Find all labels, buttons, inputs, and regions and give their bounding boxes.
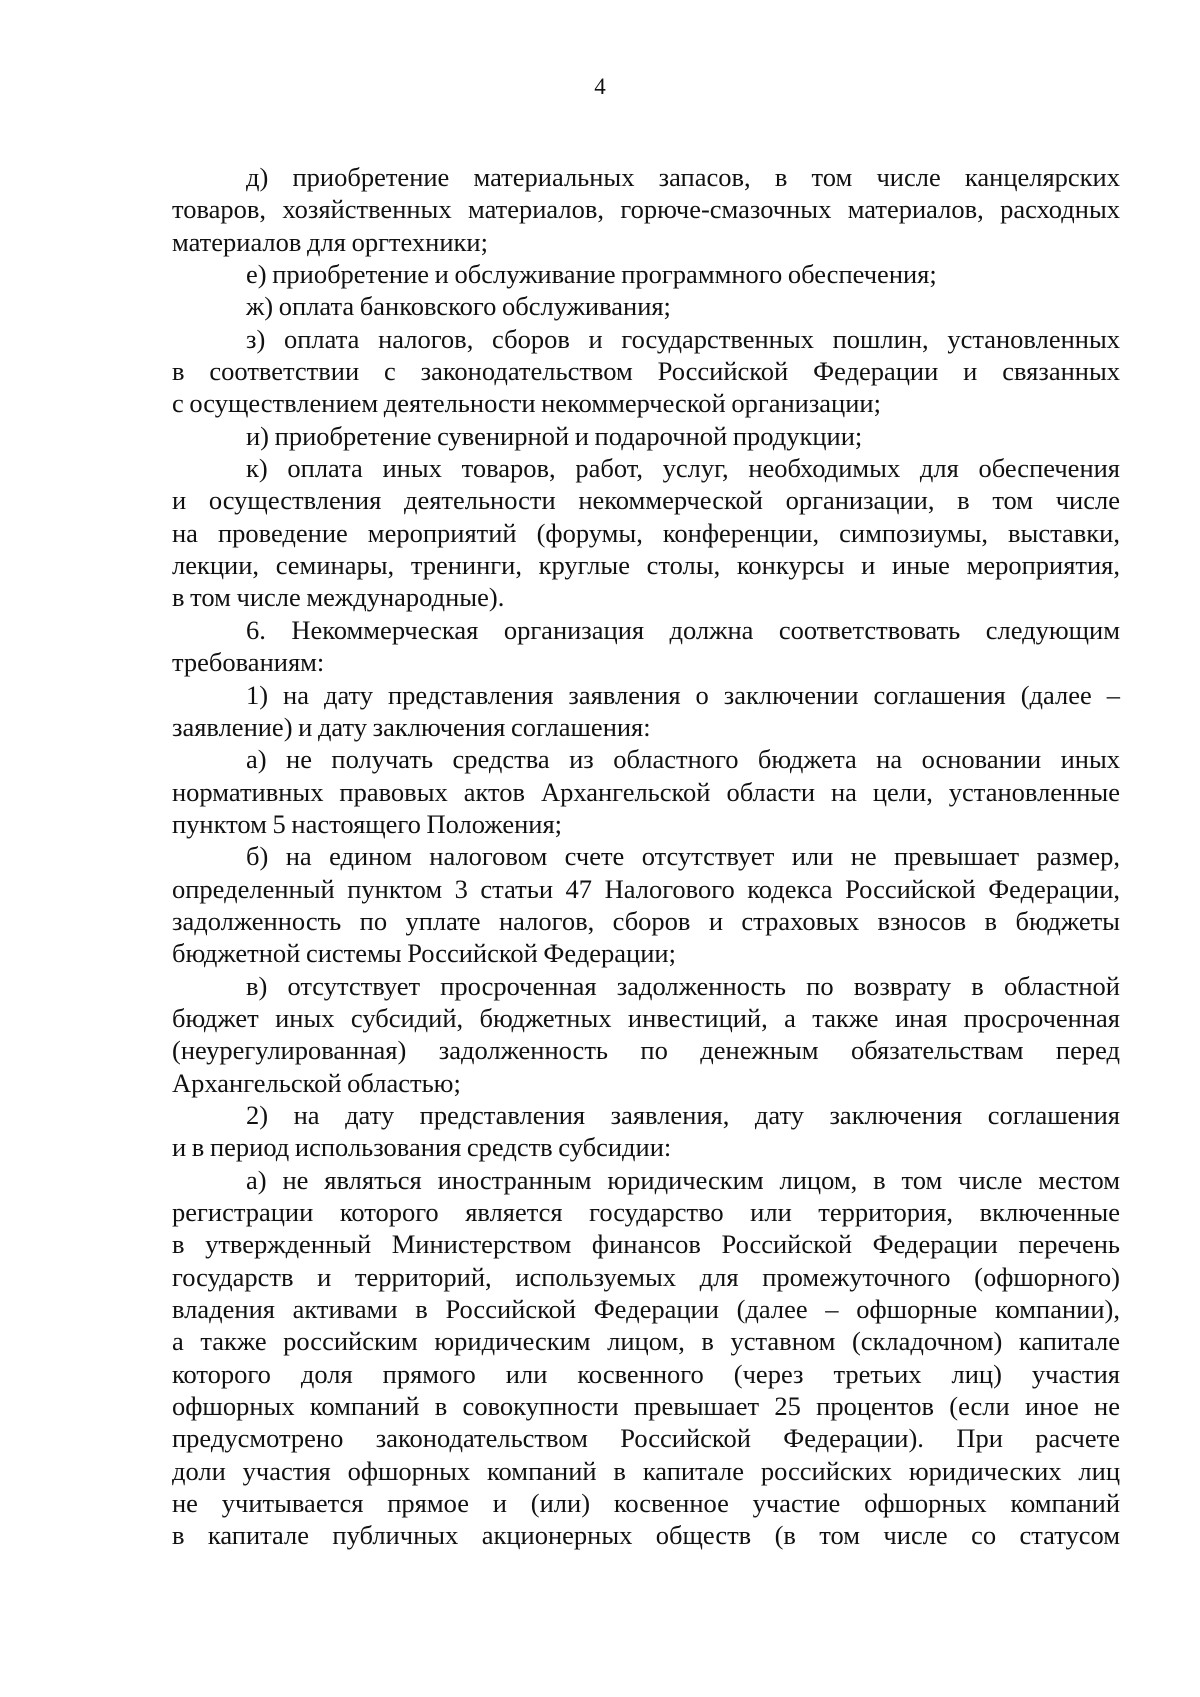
text-line: е) приобретение и обслуживание программного обеспечения;	[246, 259, 937, 290]
text-line: государств и территорий, используемых для промежуточного (офшорного)	[172, 1261, 1120, 1292]
text-line: Архангельской областью;	[172, 1067, 461, 1098]
text-line: 6. Некоммерческая организация должна соответствовать следующим	[246, 614, 1120, 645]
text-line: к) оплата иных товаров, работ, услуг, необходимых для обеспечения	[246, 453, 1120, 484]
text-line: з) оплата налогов, сборов и государственных пошлин, установленных	[246, 323, 1120, 354]
text-line: в утвержденный Министерством финансов Российской Федерации перечень	[172, 1229, 1120, 1260]
text-line: а) не являться иностранным юридическим лицом, в том числе местом	[246, 1164, 1120, 1195]
text-line: на проведение мероприятий (форумы, конференции, симпозиумы, выставки,	[172, 517, 1120, 548]
text-line: 2) на дату представления заявления, дату заключения соглашения	[246, 1099, 1120, 1130]
text-line: б) на едином налоговом счете отсутствует или не превышает размер,	[246, 841, 1120, 872]
text-line: д) приобретение материальных запасов, в том числе канцелярских	[246, 162, 1120, 192]
document-body	[172, 161, 1120, 1552]
text-line: материалов для оргтехники;	[172, 226, 488, 257]
text-line: и осуществления деятельности некоммерческой организации, в том числе	[172, 485, 1120, 516]
text-line: а также российским юридическим лицом, в уставном (складочном) капитале	[172, 1326, 1120, 1357]
text-line: не учитывается прямое и (или) косвенное участие офшорных компаний	[172, 1488, 1120, 1519]
text-line: с осуществлением деятельности некоммерческой организации;	[172, 388, 881, 419]
text-line: (неурегулированная) задолженность по денежным обязательствам перед	[172, 1035, 1120, 1066]
text-line: которого доля прямого или косвенного (через третьих лиц) участия	[172, 1358, 1120, 1389]
text-line: и в период использования средств субсидии:	[172, 1132, 672, 1163]
text-line: в соответствии с законодательством Российской Федерации и связанных	[172, 356, 1120, 387]
text-line: регистрации которого является государство или территория, включенные	[172, 1197, 1120, 1227]
text-line: офшорных компаний в совокупности превышает 25 процентов (если иное не	[172, 1391, 1120, 1422]
text-line: в) отсутствует просроченная задолженность по возврату в областной	[246, 970, 1120, 1001]
text-line: ж) оплата банковского обслуживания;	[246, 291, 671, 322]
text-line: в том числе международные).	[172, 582, 505, 613]
text-line: бюджетной системы Российской Федерации;	[172, 938, 676, 969]
text-line: владения активами в Российской Федерации (далее – офшорные компании),	[172, 1294, 1120, 1325]
text-line: а) не получать средства из областного бюджета на основании иных	[246, 744, 1120, 775]
text-line: нормативных правовых актов Архангельской области на цели, установленные	[172, 776, 1120, 807]
text-line: товаров, хозяйственных материалов, горюче-смазочных материалов, расходных	[172, 194, 1120, 225]
text-line: требованиям:	[172, 647, 325, 678]
text-line: 1) на дату представления заявления о заключении соглашения (далее –	[246, 679, 1120, 710]
text-line: предусмотрено законодательством Российской Федерации). При расчете	[172, 1423, 1120, 1454]
text-line: бюджет иных субсидий, бюджетных инвестиций, а также иная просроченная	[172, 1002, 1120, 1033]
text-line: задолженность по уплате налогов, сборов и страховых взносов в бюджеты	[172, 905, 1120, 936]
text-line: в капитале публичных акционерных обществ (в том числе со статусом	[172, 1520, 1120, 1551]
text-line: доли участия офшорных компаний в капитале российских юридических лиц	[172, 1455, 1120, 1486]
text-line: пунктом 5 настоящего Положения;	[172, 808, 562, 839]
text-line: лекции, семинары, тренинги, круглые столы, конкурсы и иные мероприятия,	[172, 550, 1120, 581]
text-line: и) приобретение сувенирной и подарочной продукции;	[246, 420, 863, 451]
text-line: заявление) и дату заключения соглашения:	[172, 711, 651, 742]
text-line: определенный пунктом 3 статьи 47 Налогового кодекса Российской Федерации,	[172, 873, 1120, 904]
page-number: 4	[594, 74, 606, 99]
